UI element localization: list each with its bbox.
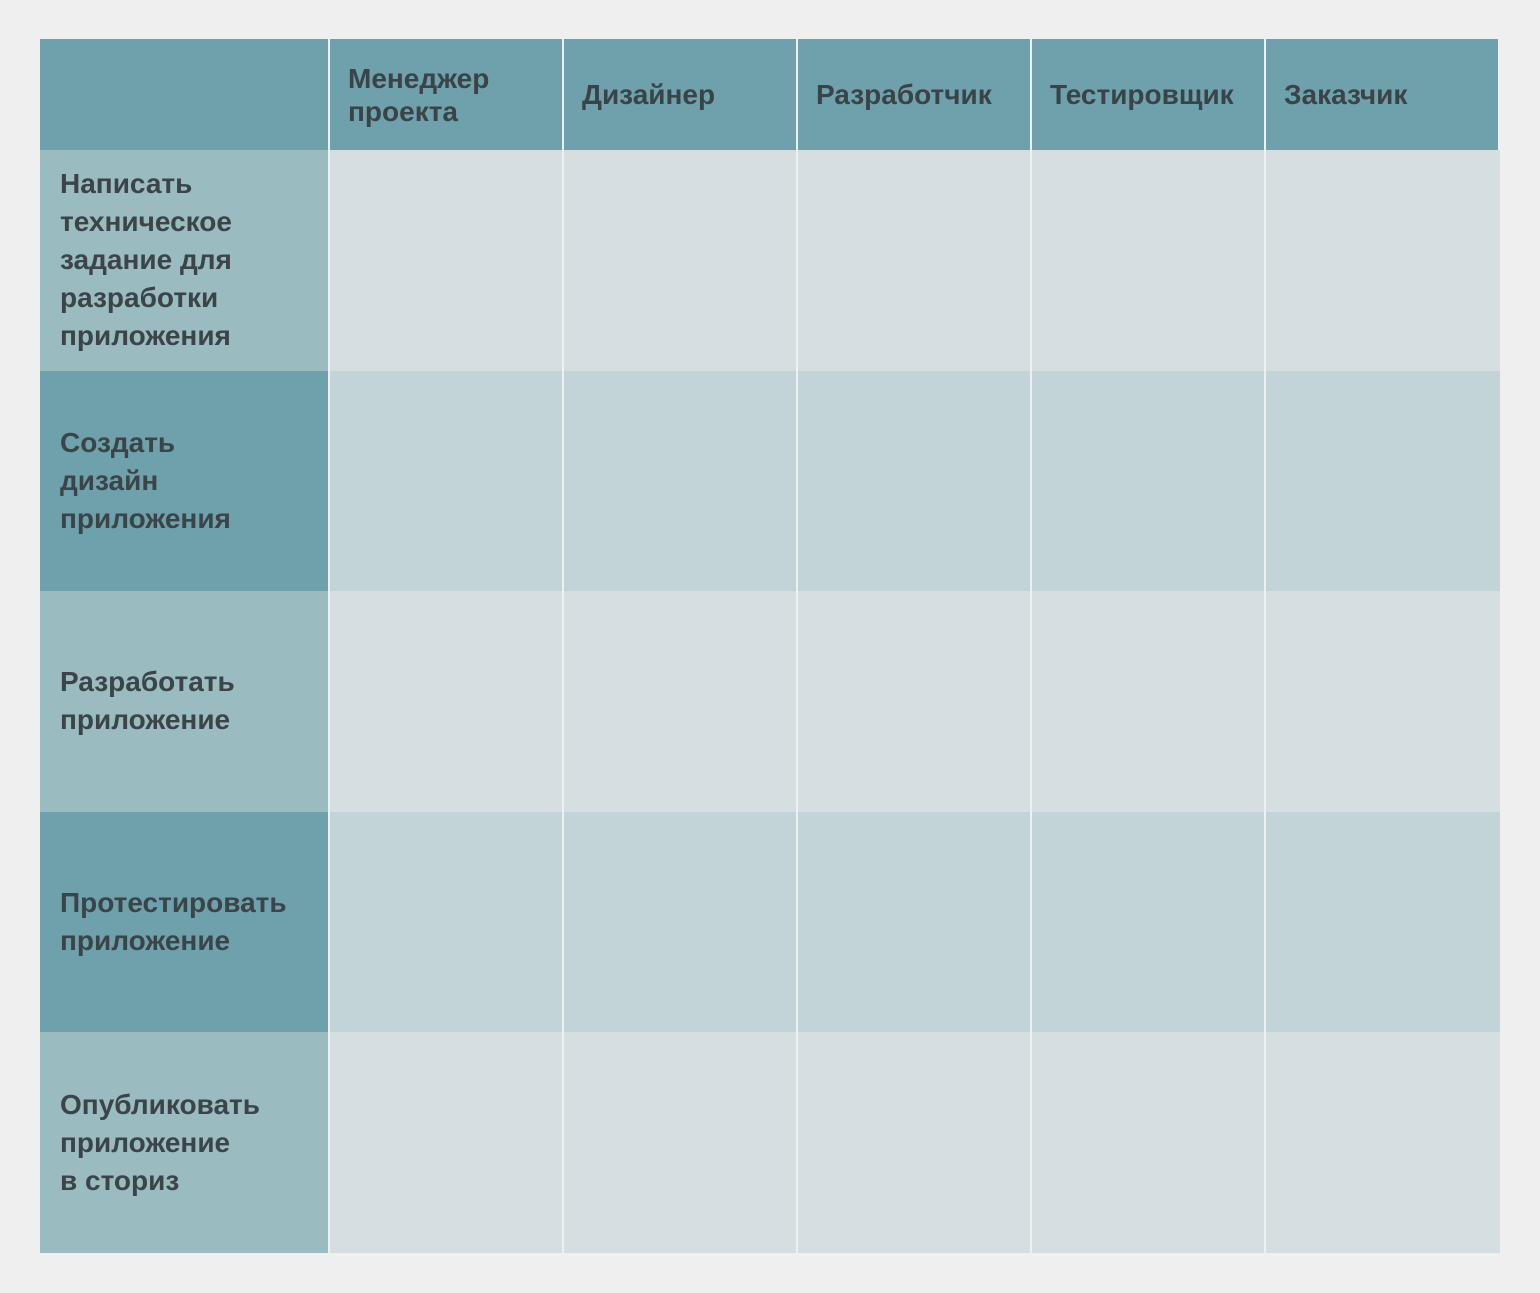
table-cell	[798, 371, 1032, 592]
table-cell	[1266, 150, 1500, 371]
table-cell	[564, 812, 798, 1033]
table-cell	[564, 1032, 798, 1253]
table-cell	[1266, 591, 1500, 812]
table-cell	[798, 1032, 1032, 1253]
table-cell	[798, 591, 1032, 812]
table-cell	[330, 812, 564, 1033]
raci-table	[40, 39, 1500, 1253]
table-cell	[564, 371, 798, 592]
row-label: Протестировать приложение	[40, 812, 330, 1033]
table-cell	[1032, 812, 1266, 1033]
row-label: Написать техническое задание для разработки приложения	[40, 150, 330, 371]
table-cell	[798, 150, 1032, 371]
table-cell	[798, 812, 1032, 1033]
table-cell	[1032, 371, 1266, 592]
header-cell-tester: Тестировщик	[1032, 39, 1266, 150]
table-cell	[564, 150, 798, 371]
row-label: Создать дизайн приложения	[40, 371, 330, 592]
table-cell	[330, 150, 564, 371]
header-cell-project-manager: Менеджер проекта	[330, 39, 564, 150]
table-cell	[330, 1032, 564, 1253]
table-cell	[1266, 371, 1500, 592]
header-cell-developer: Разработчик	[798, 39, 1032, 150]
table-cell	[1032, 150, 1266, 371]
header-cell-customer: Заказчик	[1266, 39, 1500, 150]
row-label: Разработать приложение	[40, 591, 330, 812]
table-cell	[1266, 1032, 1500, 1253]
table-cell	[330, 371, 564, 592]
header-corner-cell	[40, 39, 330, 150]
table-cell	[564, 591, 798, 812]
table-cell	[1266, 812, 1500, 1033]
table-cell	[1032, 591, 1266, 812]
row-label: Опубликовать приложение в сториз	[40, 1032, 330, 1253]
table-cell	[1032, 1032, 1266, 1253]
header-cell-designer: Дизайнер	[564, 39, 798, 150]
table-cell	[330, 591, 564, 812]
